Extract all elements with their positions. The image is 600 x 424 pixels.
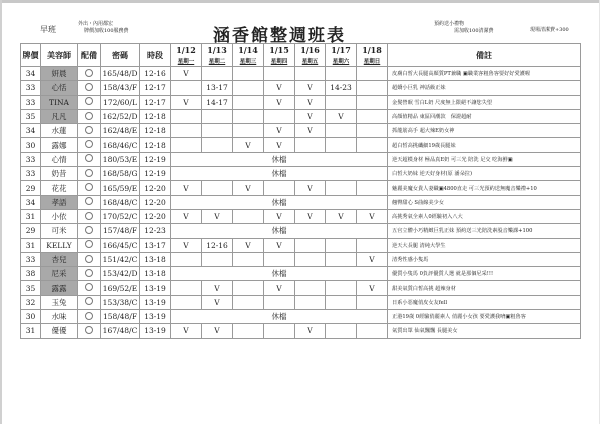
day-cell: V bbox=[202, 281, 233, 295]
code-cell: 168/46/C bbox=[101, 138, 140, 152]
time-slot-cell: 13-17 bbox=[140, 238, 171, 252]
day-cell: V bbox=[233, 238, 264, 252]
equip-cell bbox=[78, 81, 101, 95]
stylist-name: KELLY bbox=[41, 238, 78, 252]
circle-icon bbox=[85, 240, 93, 248]
table-row bbox=[21, 195, 581, 209]
time-slot-cell: 12-18 bbox=[140, 138, 171, 152]
header-weekday: 星期日 bbox=[357, 56, 388, 67]
price-cell: 38 bbox=[21, 267, 41, 281]
note-left-line1: 外出・內用都宏 bbox=[78, 21, 114, 27]
day-cell bbox=[171, 81, 202, 95]
code-cell: 158/48/F bbox=[101, 310, 140, 324]
day-cell bbox=[233, 295, 264, 309]
header-equip: 配備 bbox=[78, 44, 101, 67]
header-slot: 時段 bbox=[140, 44, 171, 67]
day-cell bbox=[233, 67, 264, 81]
day-cell: V bbox=[357, 281, 388, 295]
day-cell: V bbox=[171, 95, 202, 109]
header-date: 1/18 bbox=[357, 44, 388, 57]
price-cell: 29 bbox=[21, 224, 41, 238]
table-row bbox=[21, 124, 581, 138]
page-top-border bbox=[0, 0, 600, 3]
price-cell: 33 bbox=[21, 167, 41, 181]
day-cell bbox=[233, 281, 264, 295]
day-cell: 13-17 bbox=[202, 81, 233, 95]
circle-icon bbox=[85, 154, 93, 162]
time-slot-cell: 12-20 bbox=[140, 181, 171, 195]
day-cell bbox=[202, 252, 233, 266]
stylist-name: 杏兒 bbox=[41, 252, 78, 266]
code-cell: 162/48/E bbox=[101, 124, 140, 138]
day-cell: V bbox=[264, 138, 295, 152]
time-slot-cell: 13-19 bbox=[140, 324, 171, 338]
equip-cell bbox=[78, 67, 101, 81]
code-cell: 170/52/C bbox=[101, 209, 140, 223]
day-cell bbox=[233, 324, 264, 338]
time-slot-cell: 12-20 bbox=[140, 195, 171, 209]
day-cell bbox=[357, 124, 388, 138]
remark-cell: 甜美氣質白皙高挑 超辣身材 bbox=[388, 281, 581, 295]
header-date: 1/15 bbox=[264, 44, 295, 57]
circle-icon bbox=[85, 312, 93, 320]
equip-cell bbox=[78, 252, 101, 266]
day-cell: V bbox=[202, 295, 233, 309]
table-row bbox=[21, 267, 581, 281]
stylist-name: 尼采 bbox=[41, 267, 78, 281]
time-slot-cell: 12-23 bbox=[140, 224, 171, 238]
time-slot-cell: 12-18 bbox=[140, 109, 171, 123]
stylist-name: 優優 bbox=[41, 324, 78, 338]
day-cell bbox=[357, 138, 388, 152]
price-cell: 33 bbox=[21, 81, 41, 95]
remark-cell: 氣質出眾 仙氣飄飄 長腿美女 bbox=[388, 324, 581, 338]
equip-cell bbox=[78, 195, 101, 209]
table-row bbox=[21, 310, 581, 324]
price-cell: 34 bbox=[21, 124, 41, 138]
day-cell bbox=[264, 109, 295, 123]
day-cell: V bbox=[264, 81, 295, 95]
price-cell: 31 bbox=[21, 324, 41, 338]
day-cell bbox=[357, 81, 388, 95]
circle-icon bbox=[85, 283, 93, 291]
day-cell bbox=[357, 95, 388, 109]
remark-cell: 超嬌小巨乳 神話級正妹 bbox=[388, 81, 581, 95]
day-off-cell: 休檔 bbox=[171, 224, 388, 238]
equip-cell bbox=[78, 281, 101, 295]
table-row bbox=[21, 281, 581, 295]
day-cell bbox=[326, 238, 357, 252]
day-cell: V bbox=[295, 95, 326, 109]
schedule-table bbox=[20, 43, 581, 339]
stylist-name: 露露 bbox=[41, 281, 78, 295]
time-slot-cell: 13-18 bbox=[140, 267, 171, 281]
time-slot-cell: 12-17 bbox=[140, 81, 171, 95]
day-cell: V bbox=[264, 95, 295, 109]
stylist-name: 玉兔 bbox=[41, 295, 78, 309]
day-cell bbox=[357, 67, 388, 81]
day-cell bbox=[202, 124, 233, 138]
remark-cell: 日系小惡魔俏皮女友fell bbox=[388, 295, 581, 309]
day-cell bbox=[233, 124, 264, 138]
day-off-cell: 休檔 bbox=[171, 195, 388, 209]
time-slot-cell: 12-18 bbox=[140, 124, 171, 138]
circle-icon bbox=[85, 126, 93, 134]
day-cell bbox=[171, 109, 202, 123]
day-cell bbox=[202, 181, 233, 195]
circle-icon bbox=[85, 255, 93, 263]
circle-icon bbox=[85, 269, 93, 277]
circle-icon bbox=[85, 183, 93, 191]
day-cell bbox=[171, 295, 202, 309]
day-cell bbox=[233, 109, 264, 123]
equip-cell bbox=[78, 152, 101, 166]
equip-cell bbox=[78, 181, 101, 195]
day-cell bbox=[326, 281, 357, 295]
time-slot-cell: 13-19 bbox=[140, 295, 171, 309]
remark-cell: 五官立體小巧精緻巨乳正妹 預約送三光陪洗素股音樂課+100 bbox=[388, 224, 581, 238]
remark-cell: 正港19歲 0經驗俏麗素人 俏麗小女孩 要愛護我唷▣粗魯客 bbox=[388, 310, 581, 324]
header-weekday: 星期二 bbox=[202, 56, 233, 67]
circle-icon bbox=[85, 212, 93, 220]
day-cell bbox=[326, 181, 357, 195]
circle-icon bbox=[85, 297, 93, 305]
table-row bbox=[21, 238, 581, 252]
price-cell: 30 bbox=[21, 138, 41, 152]
day-cell bbox=[326, 124, 357, 138]
page-left-border bbox=[0, 0, 2, 424]
price-cell: 33 bbox=[21, 252, 41, 266]
day-cell bbox=[171, 281, 202, 295]
code-cell: 168/48/C bbox=[101, 195, 140, 209]
equip-cell bbox=[78, 267, 101, 281]
day-cell: V bbox=[171, 209, 202, 223]
code-cell: 167/48/C bbox=[101, 324, 140, 338]
circle-icon bbox=[85, 83, 93, 91]
day-cell: V bbox=[295, 109, 326, 123]
equip-cell bbox=[78, 95, 101, 109]
day-cell bbox=[171, 124, 202, 138]
code-cell: 166/45/C bbox=[101, 238, 140, 252]
remark-cell: 皮膚白皙大長腿高顏質PT兼職 ▣職業客粗魯客要好好愛護喔 bbox=[388, 67, 581, 81]
note-left bbox=[78, 21, 129, 35]
day-cell: V bbox=[264, 238, 295, 252]
day-cell: 14-17 bbox=[202, 95, 233, 109]
day-cell bbox=[295, 138, 326, 152]
remark-cell: 逆天超模身材 極品真E奶 可三光 陪洗 足交 吃海鮮▣ bbox=[388, 152, 581, 166]
header-date: 1/13 bbox=[202, 44, 233, 57]
stylist-name: TINA bbox=[41, 95, 78, 109]
day-cell: V bbox=[357, 209, 388, 223]
note-far-right: 現場清潔費+300 bbox=[530, 27, 569, 33]
stylist-name: 心情 bbox=[41, 152, 78, 166]
day-cell bbox=[233, 81, 264, 95]
header-date: 1/16 bbox=[295, 44, 326, 57]
day-cell: V bbox=[171, 181, 202, 195]
day-cell: V bbox=[264, 281, 295, 295]
remark-cell: 清秀性感小隻馬 bbox=[388, 252, 581, 266]
day-cell bbox=[264, 295, 295, 309]
shift-label: 早班 bbox=[40, 25, 56, 34]
time-slot-cell: 12-20 bbox=[140, 209, 171, 223]
day-cell: V bbox=[202, 324, 233, 338]
time-slot-cell: 12-19 bbox=[140, 152, 171, 166]
day-cell bbox=[264, 181, 295, 195]
day-cell bbox=[202, 67, 233, 81]
circle-icon bbox=[85, 69, 93, 77]
circle-icon bbox=[85, 97, 93, 105]
price-cell: 31 bbox=[21, 238, 41, 252]
table-row bbox=[21, 252, 581, 266]
day-cell bbox=[171, 138, 202, 152]
circle-icon bbox=[85, 326, 93, 334]
day-cell: V bbox=[326, 209, 357, 223]
table-row bbox=[21, 109, 581, 123]
day-cell bbox=[357, 324, 388, 338]
circle-icon bbox=[85, 169, 93, 177]
day-cell: V bbox=[295, 124, 326, 138]
day-cell: V bbox=[233, 138, 264, 152]
day-cell: V bbox=[295, 209, 326, 223]
equip-cell bbox=[78, 224, 101, 238]
table-row bbox=[21, 67, 581, 81]
price-cell: 32 bbox=[21, 295, 41, 309]
equip-cell bbox=[78, 324, 101, 338]
day-cell: V bbox=[202, 209, 233, 223]
price-cell: 33 bbox=[21, 95, 41, 109]
equip-cell bbox=[78, 295, 101, 309]
day-cell bbox=[326, 138, 357, 152]
circle-icon bbox=[85, 226, 93, 234]
remark-cell: 優質小隻馬 0負評優質人選 就是那個尼采!!! bbox=[388, 267, 581, 281]
remark-cell: 抓龍筋高手 超大辣E奶女神 bbox=[388, 124, 581, 138]
note-right-line1: 預約送小禮物 bbox=[434, 21, 465, 27]
stylist-name: 凡凡 bbox=[41, 109, 78, 123]
circle-icon bbox=[85, 112, 93, 120]
day-cell: V bbox=[357, 252, 388, 266]
table-header bbox=[21, 44, 581, 67]
equip-cell bbox=[78, 167, 101, 181]
price-cell: 31 bbox=[21, 209, 41, 223]
stylist-name: 小依 bbox=[41, 209, 78, 223]
code-cell: 169/52/E bbox=[101, 281, 140, 295]
day-cell bbox=[264, 67, 295, 81]
header-weekday: 星期六 bbox=[326, 56, 357, 67]
day-cell bbox=[202, 138, 233, 152]
circle-icon bbox=[85, 197, 93, 205]
day-cell bbox=[202, 109, 233, 123]
time-slot-cell: 13-19 bbox=[140, 310, 171, 324]
day-cell bbox=[326, 295, 357, 309]
price-cell: 34 bbox=[21, 67, 41, 81]
equip-cell bbox=[78, 109, 101, 123]
stylist-name: 水味 bbox=[41, 310, 78, 324]
table-row bbox=[21, 167, 581, 181]
header-weekday: 星期四 bbox=[264, 56, 295, 67]
table-row bbox=[21, 209, 581, 223]
header-code: 密碼 bbox=[101, 44, 140, 67]
day-cell bbox=[295, 252, 326, 266]
stylist-name: 孝語 bbox=[41, 195, 78, 209]
header-remark: 備註 bbox=[388, 44, 581, 67]
day-cell bbox=[326, 95, 357, 109]
day-off-cell: 休檔 bbox=[171, 152, 388, 166]
header-price: 牌價 bbox=[21, 44, 41, 67]
remark-cell: 高顏值精品 東區回潮款 保證超耐 bbox=[388, 109, 581, 123]
day-cell bbox=[171, 252, 202, 266]
day-cell bbox=[295, 281, 326, 295]
remark-cell: 金髮營眠 雪白L奶 尺度無上限絕不讓您失望 bbox=[388, 95, 581, 109]
remark-cell: 翹臀甜心 S曲線美少女 bbox=[388, 195, 581, 209]
day-cell bbox=[233, 252, 264, 266]
day-off-cell: 休檔 bbox=[171, 267, 388, 281]
note-right bbox=[434, 21, 494, 35]
stylist-name: 水蓮 bbox=[41, 124, 78, 138]
day-cell bbox=[295, 67, 326, 81]
time-slot-cell: 12-16 bbox=[140, 67, 171, 81]
stylist-name: 露娜 bbox=[41, 138, 78, 152]
day-cell bbox=[357, 295, 388, 309]
remark-cell: 白皙大奶妹 逆天好身材(原 潘朵拉) bbox=[388, 167, 581, 181]
code-cell: 162/52/D bbox=[101, 109, 140, 123]
day-cell: 14-23 bbox=[326, 81, 357, 95]
time-slot-cell: 13-18 bbox=[140, 252, 171, 266]
day-cell bbox=[326, 324, 357, 338]
day-cell bbox=[326, 252, 357, 266]
price-cell: 29 bbox=[21, 181, 41, 195]
code-cell: 180/53/E bbox=[101, 152, 140, 166]
day-off-cell: 休檔 bbox=[171, 310, 388, 324]
header-date: 1/14 bbox=[233, 44, 264, 57]
day-cell bbox=[357, 181, 388, 195]
day-cell bbox=[233, 209, 264, 223]
stylist-name: 妍晨 bbox=[41, 67, 78, 81]
code-cell: 153/38/C bbox=[101, 295, 140, 309]
remark-cell: 超白皙高挑纖細19歲長腿妹 bbox=[388, 138, 581, 152]
remark-cell: 逆天大長腿 清純大學生 bbox=[388, 238, 581, 252]
day-cell: V bbox=[295, 181, 326, 195]
remark-cell: 高挑秀氣全素人0經驗初入八大 bbox=[388, 209, 581, 223]
day-cell: V bbox=[295, 324, 326, 338]
code-cell: 151/42/C bbox=[101, 252, 140, 266]
stylist-name: 花花 bbox=[41, 181, 78, 195]
stylist-name: 奶昔 bbox=[41, 167, 78, 181]
table-row bbox=[21, 224, 581, 238]
day-cell: V bbox=[326, 109, 357, 123]
price-cell: 35 bbox=[21, 109, 41, 123]
note-right-line2: 需加收100清潔費 bbox=[454, 28, 494, 34]
stylist-name: 心恬 bbox=[41, 81, 78, 95]
price-cell: 30 bbox=[21, 310, 41, 324]
stylist-name: 可米 bbox=[41, 224, 78, 238]
header-weekday: 星期一 bbox=[171, 56, 202, 67]
time-slot-cell: 12-19 bbox=[140, 167, 171, 181]
equip-cell bbox=[78, 138, 101, 152]
day-cell: V bbox=[171, 238, 202, 252]
day-cell: V bbox=[171, 67, 202, 81]
day-cell bbox=[295, 238, 326, 252]
note-left-line2: 牌價加收100服務費 bbox=[84, 28, 129, 34]
header-date: 1/12 bbox=[171, 44, 202, 57]
equip-cell bbox=[78, 124, 101, 138]
code-cell: 168/58/G bbox=[101, 167, 140, 181]
time-slot-cell: 13-19 bbox=[140, 281, 171, 295]
day-cell: 12-16 bbox=[202, 238, 233, 252]
day-cell bbox=[295, 295, 326, 309]
day-cell: V bbox=[264, 209, 295, 223]
code-cell: 165/48/D bbox=[101, 67, 140, 81]
equip-cell bbox=[78, 238, 101, 252]
code-cell: 158/43/F bbox=[101, 81, 140, 95]
table-row bbox=[21, 324, 581, 338]
day-cell: V bbox=[171, 324, 202, 338]
header-stylist: 美容師 bbox=[41, 44, 78, 67]
table-row bbox=[21, 138, 581, 152]
code-cell: 165/59/E bbox=[101, 181, 140, 195]
price-cell: 34 bbox=[21, 195, 41, 209]
header-date: 1/17 bbox=[326, 44, 357, 57]
table-row bbox=[21, 81, 581, 95]
table-row bbox=[21, 152, 581, 166]
day-cell bbox=[264, 252, 295, 266]
day-cell bbox=[264, 324, 295, 338]
day-cell bbox=[357, 238, 388, 252]
day-cell: V bbox=[264, 124, 295, 138]
remark-cell: 魅麗美魔女貴人妻職▣4800直走 可三光預約送無魔音樂禮+10 bbox=[388, 181, 581, 195]
day-cell: V bbox=[295, 81, 326, 95]
header-weekday: 星期三 bbox=[233, 56, 264, 67]
code-cell: 153/42/D bbox=[101, 267, 140, 281]
header-weekday: 星期五 bbox=[295, 56, 326, 67]
day-cell: V bbox=[233, 181, 264, 195]
code-cell: 157/48/F bbox=[101, 224, 140, 238]
price-cell: 35 bbox=[21, 281, 41, 295]
table-row bbox=[21, 295, 581, 309]
price-cell: 33 bbox=[21, 152, 41, 166]
equip-cell bbox=[78, 209, 101, 223]
day-cell bbox=[233, 95, 264, 109]
table-body bbox=[21, 67, 581, 339]
table-row bbox=[21, 181, 581, 195]
circle-icon bbox=[85, 140, 93, 148]
table-row bbox=[21, 95, 581, 109]
page-title: 涵香館整週班表 bbox=[213, 26, 346, 46]
equip-cell bbox=[78, 310, 101, 324]
day-cell bbox=[326, 67, 357, 81]
time-slot-cell: 12-17 bbox=[140, 95, 171, 109]
day-off-cell: 休檔 bbox=[171, 167, 388, 181]
code-cell: 172/60/L bbox=[101, 95, 140, 109]
day-cell bbox=[357, 109, 388, 123]
